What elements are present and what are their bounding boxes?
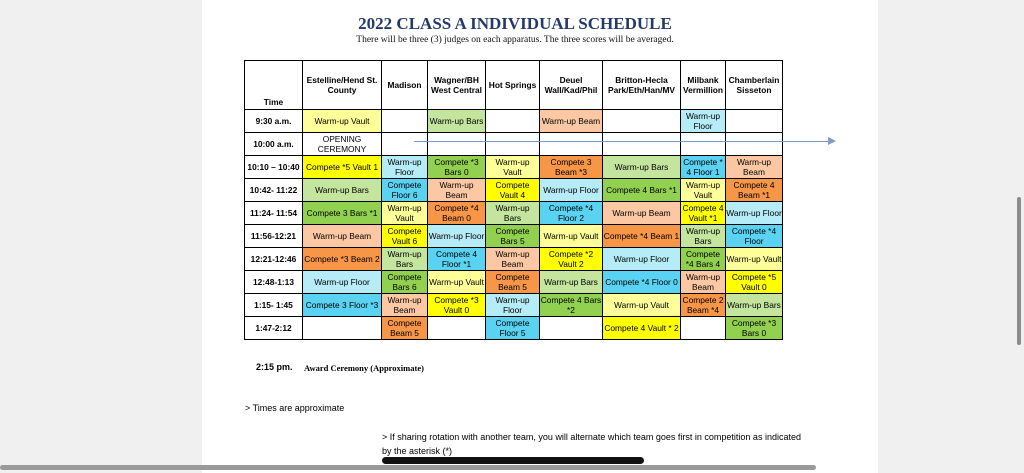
schedule-cell: Warm-up Bars bbox=[303, 179, 382, 202]
schedule-cell: Compete *3 Vault 0 bbox=[428, 294, 486, 317]
schedule-cell: Compete Bars 6 bbox=[382, 271, 428, 294]
schedule-cell: Warm-up Vault bbox=[681, 179, 726, 202]
schedule-cell: Warm-up Bars bbox=[603, 156, 681, 179]
home-indicator[interactable] bbox=[382, 457, 644, 464]
schedule-cell: Compete *5 Vault 0 bbox=[726, 271, 783, 294]
schedule-cell: Compete Floor 5 bbox=[486, 317, 540, 340]
schedule-cell: Warm-up Bars bbox=[486, 202, 540, 225]
schedule-cell: Compete *2 Vault 2 bbox=[540, 248, 603, 271]
arrow-line bbox=[414, 141, 834, 142]
schedule-cell bbox=[681, 133, 726, 156]
schedule-cell: Warm-up Vault bbox=[603, 294, 681, 317]
schedule-cell bbox=[540, 317, 603, 340]
time-cell: 1:47-2:12 bbox=[245, 317, 303, 340]
horizontal-scrollbar[interactable] bbox=[0, 465, 816, 470]
schedule-cell: Warm-up Floor bbox=[303, 271, 382, 294]
schedule-cell: Compete Vault 4 bbox=[486, 179, 540, 202]
schedule-cell: Compete Bars 5 bbox=[486, 225, 540, 248]
schedule-cell: Warm-up Bars bbox=[540, 271, 603, 294]
schedule-row bbox=[245, 156, 783, 179]
schedule-cell: Compete 3 Beam *3 bbox=[540, 156, 603, 179]
schedule-cell: Compete *4 Beam 0 bbox=[428, 202, 486, 225]
schedule-cell: Compete 4 Beam *1 bbox=[726, 179, 783, 202]
schedule-cell: Compete Floor 6 bbox=[382, 179, 428, 202]
column-header-team: Britton-Hecla Park/Eth/Han/MV bbox=[603, 61, 681, 110]
column-header-team: Chamberlain Sisseton bbox=[726, 61, 783, 110]
ceremony-time: 2:15 pm. bbox=[256, 362, 293, 372]
schedule-cell: Warm-up Beam bbox=[540, 110, 603, 133]
schedule-cell bbox=[303, 317, 382, 340]
arrow-head-icon bbox=[828, 137, 836, 145]
schedule-cell: Warm-up Floor bbox=[486, 294, 540, 317]
schedule-cell: Compete 4 Floor *1 bbox=[428, 248, 486, 271]
time-cell: 1:15- 1:45 bbox=[245, 294, 303, 317]
note-times-approximate: > Times are approximate bbox=[245, 403, 345, 413]
schedule-row bbox=[245, 225, 783, 248]
schedule-cell: Compete * 4 Floor 1 bbox=[681, 156, 726, 179]
page-subtitle: There will be three (3) judges on each apparatus. The three scores will be averaged. bbox=[356, 35, 674, 45]
schedule-cell: Compete *4 Floor 2 bbox=[540, 202, 603, 225]
column-header-team: Wagner/BH West Central bbox=[428, 61, 486, 110]
schedule-cell: Warm-up Floor bbox=[382, 156, 428, 179]
schedule-cell: Compete *4 Floor 0 bbox=[603, 271, 681, 294]
schedule-cell bbox=[681, 317, 726, 340]
time-cell: 12:21-12:46 bbox=[245, 248, 303, 271]
schedule-cell: Compete 3 Floor *3 bbox=[303, 294, 382, 317]
vertical-scrollbar[interactable] bbox=[1017, 197, 1021, 345]
schedule-cell bbox=[428, 133, 486, 156]
page-title: 2022 CLASS A INDIVIDUAL SCHEDULE bbox=[358, 14, 672, 33]
time-cell: 12:48-1:13 bbox=[245, 271, 303, 294]
column-header-team: Deuel Wall/Kad/Phil bbox=[540, 61, 603, 110]
schedule-cell: Compete *4 Floor bbox=[726, 225, 783, 248]
schedule-row bbox=[245, 271, 783, 294]
schedule-cell bbox=[428, 317, 486, 340]
schedule-cell: Warm-up Vault bbox=[428, 271, 486, 294]
time-cell: 10:00 a.m. bbox=[245, 133, 303, 156]
schedule-cell: Warm-up Vault bbox=[540, 225, 603, 248]
schedule-cell bbox=[726, 110, 783, 133]
schedule-cell: Warm-up Floor bbox=[540, 179, 603, 202]
schedule-cell: Warm-up Bars bbox=[382, 248, 428, 271]
schedule-cell: Warm-up Beam bbox=[428, 179, 486, 202]
note-rotation: > If sharing rotation with another team, you will alternate which team goes first in competition as indicated by the asterisk (*) bbox=[382, 432, 801, 456]
schedule-cell: Compete Vault 6 bbox=[382, 225, 428, 248]
time-cell: 11:56-12:21 bbox=[245, 225, 303, 248]
schedule-cell bbox=[486, 133, 540, 156]
column-header-team: Madison bbox=[382, 61, 428, 110]
schedule-cell: Warm-up Floor bbox=[681, 110, 726, 133]
schedule-cell: Compete *4 Beam 1 bbox=[603, 225, 681, 248]
schedule-cell: OPENING CEREMONY bbox=[303, 133, 382, 156]
column-header-team: Milbank Vermillion bbox=[681, 61, 726, 110]
schedule-cell bbox=[540, 133, 603, 156]
schedule-cell: Warm-up Beam bbox=[486, 248, 540, 271]
schedule-cell: Warm-up Bars bbox=[681, 225, 726, 248]
schedule-cell bbox=[382, 133, 428, 156]
schedule-row bbox=[245, 179, 783, 202]
schedule-cell bbox=[603, 133, 681, 156]
schedule-cell: Compete *5 Vault 1 bbox=[303, 156, 382, 179]
column-header-time: Time bbox=[245, 61, 303, 110]
column-header-team: Hot Springs bbox=[486, 61, 540, 110]
schedule-cell: Warm-up Vault bbox=[726, 248, 783, 271]
schedule-cell bbox=[603, 110, 681, 133]
schedule-row bbox=[245, 294, 783, 317]
schedule-cell: Compete *3 Bars 0 bbox=[726, 317, 783, 340]
time-cell: 11:24- 11:54 bbox=[245, 202, 303, 225]
schedule-cell: Compete 3 Bars *1 bbox=[303, 202, 382, 225]
schedule-cell: Warm-up Beam bbox=[382, 294, 428, 317]
schedule-cell bbox=[486, 110, 540, 133]
schedule-cell: Warm-up Beam bbox=[303, 225, 382, 248]
schedule-cell: Warm-up Beam bbox=[603, 202, 681, 225]
schedule-cell: Warm-up Beam bbox=[681, 271, 726, 294]
schedule-cell bbox=[726, 133, 783, 156]
header-row bbox=[245, 61, 783, 110]
schedule-body bbox=[245, 110, 783, 340]
schedule-cell: Compete 4 Vault *1 bbox=[681, 202, 726, 225]
schedule-cell: Warm-up Floor bbox=[603, 248, 681, 271]
schedule-table bbox=[244, 60, 783, 340]
schedule-cell: Warm-up Floor bbox=[428, 225, 486, 248]
schedule-cell: Warm-up Floor bbox=[726, 202, 783, 225]
schedule-cell: Compete Beam 5 bbox=[382, 317, 428, 340]
schedule-cell: Compete *3 Bars 0 bbox=[428, 156, 486, 179]
schedule-cell: Warm-up Vault bbox=[303, 110, 382, 133]
schedule-row bbox=[245, 110, 783, 133]
schedule-cell: Compete 4 Bars *2 bbox=[540, 295, 602, 315]
schedule-cell: Compete 4 Vault * 2 bbox=[603, 317, 681, 340]
document-page bbox=[202, 0, 878, 473]
schedule-row bbox=[245, 248, 783, 271]
schedule-cell: Compete 2 Beam *4 bbox=[681, 294, 726, 317]
time-cell: 10:10 – 10:40 bbox=[245, 156, 303, 179]
schedule-cell: Warm-up Beam bbox=[726, 156, 783, 179]
schedule-cell: Compete *4 Bars 4 bbox=[681, 248, 726, 271]
time-cell: 10:42- 11:22 bbox=[245, 179, 303, 202]
time-cell: 9:30 a.m. bbox=[245, 110, 303, 133]
column-header-team: Estelline/Hend St. County bbox=[303, 61, 382, 110]
ceremony-label: Award Ceremony (Approximate) bbox=[304, 363, 424, 373]
schedule-cell: Compete Beam 5 bbox=[486, 271, 540, 294]
schedule-cell: Warm-up Bars bbox=[428, 110, 486, 133]
schedule-row bbox=[245, 202, 783, 225]
schedule-cell: Compete 4 Bars *1 bbox=[603, 179, 681, 202]
schedule-cell: Warm-up Vault bbox=[486, 156, 540, 179]
schedule-cell: Compete *3 Beam 2 bbox=[303, 248, 382, 271]
schedule-cell bbox=[382, 110, 428, 133]
schedule-cell: Warm-up Vault bbox=[382, 202, 428, 225]
schedule-row bbox=[245, 133, 783, 156]
schedule-cell: Warm-up Bars bbox=[726, 294, 783, 317]
schedule-row bbox=[245, 317, 783, 340]
